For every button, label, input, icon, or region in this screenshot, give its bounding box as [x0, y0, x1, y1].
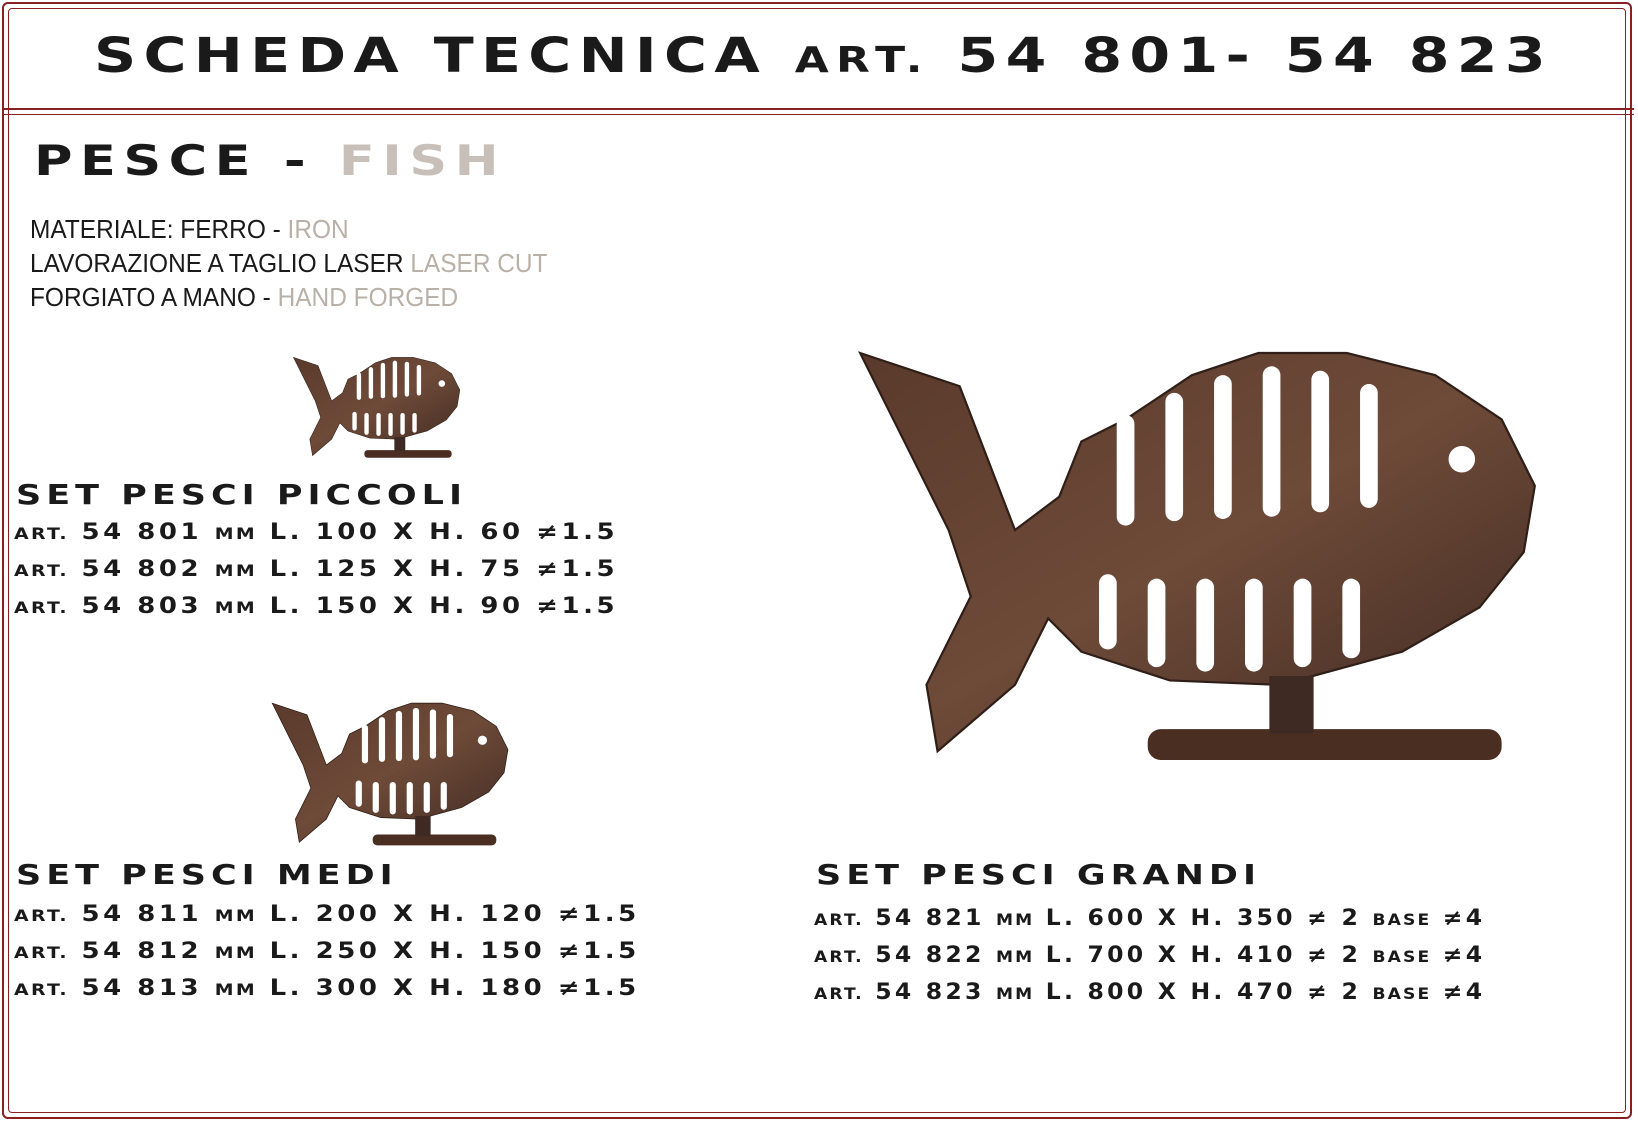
title-art: ART. — [794, 40, 930, 81]
spec-line-forged — [30, 280, 547, 314]
set-small-item: ART. 54 801 MM L. 100 X H. 60 ≠1.5 — [14, 520, 619, 545]
spec-forged-it: FORGIATO A MANO - — [30, 282, 278, 312]
material-specs — [30, 212, 547, 314]
set-large-item: ART. 54 821 MM L. 600 X H. 350 ≠ 2 BASE ≠4 — [814, 906, 1486, 931]
spec-laser-en: LASER CUT — [410, 248, 548, 278]
set-medium-item: ART. 54 811 MM L. 200 X H. 120 ≠1.5 — [14, 902, 640, 927]
spec-material-en: IRON — [287, 214, 349, 244]
spec-forged-en: HAND FORGED — [277, 282, 459, 312]
set-small-heading: SET PESCI PICCOLI — [16, 478, 467, 511]
header-divider-thin — [4, 114, 1634, 115]
fish-sculpture-medium — [262, 680, 522, 850]
set-large-item: ART. 54 822 MM L. 700 X H. 410 ≠ 2 BASE ≠4 — [814, 943, 1486, 968]
set-medium-heading: SET PESCI MEDI — [16, 858, 398, 891]
set-large-heading: SET PESCI GRANDI — [816, 858, 1261, 891]
fish-sculpture-small — [288, 340, 468, 462]
title-main: SCHEDA TECNICA — [94, 28, 795, 84]
product-separator: - — [258, 136, 339, 185]
set-medium-item: ART. 54 812 MM L. 250 X H. 150 ≠1.5 — [14, 939, 640, 964]
product-name-en: FISH — [338, 136, 507, 185]
spec-line-material — [30, 212, 547, 246]
spec-laser-it: LAVORAZIONE A TAGLIO LASER — [30, 248, 411, 278]
set-medium-item: ART. 54 813 MM L. 300 X H. 180 ≠1.5 — [14, 976, 640, 1001]
product-title — [34, 136, 506, 185]
title-numbers: 54 801- 54 823 — [929, 28, 1553, 84]
set-large-item: ART. 54 823 MM L. 800 X H. 470 ≠ 2 BASE ≠4 — [814, 980, 1486, 1005]
fish-sculpture-large — [838, 280, 1568, 780]
spec-material-it: MATERIALE: FERRO - — [30, 214, 288, 244]
set-small-item: ART. 54 803 MM L. 150 X H. 90 ≠1.5 — [14, 594, 619, 619]
spec-line-laser — [30, 246, 547, 280]
header-divider — [4, 108, 1634, 110]
product-name-it: PESCE — [34, 136, 259, 185]
set-small-item: ART. 54 802 MM L. 125 X H. 75 ≠1.5 — [14, 557, 619, 582]
document-title — [94, 28, 1553, 84]
